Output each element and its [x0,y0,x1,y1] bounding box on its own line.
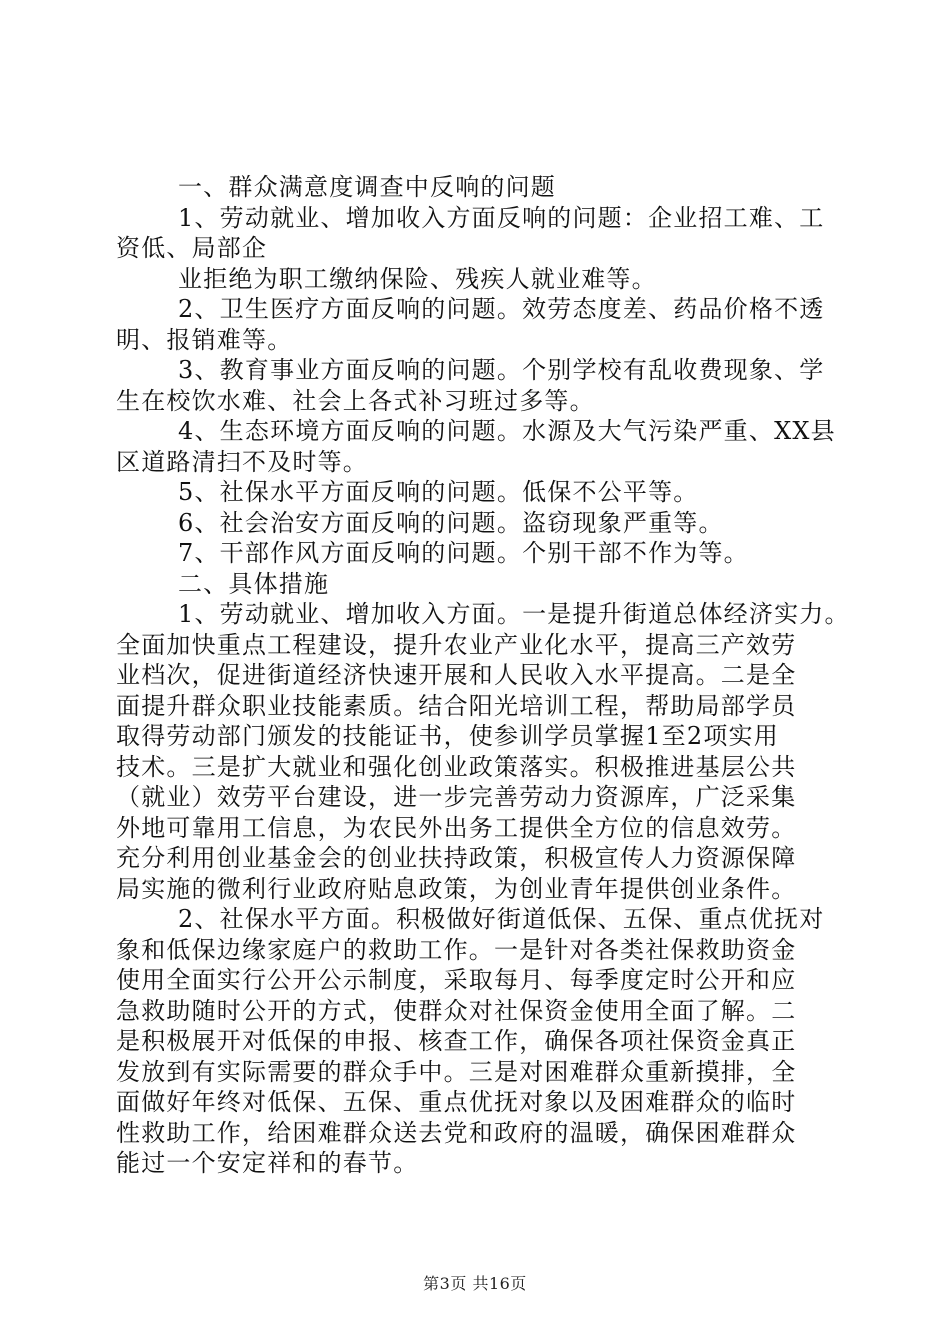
text-line: （就业）效劳平台建设，进一步完善劳动力资源库，广泛采集 [116,783,797,811]
page-footer: 第3页 共16页 [423,1274,527,1293]
text-line: 区道路清扫不及时等。 [116,447,368,476]
text-line: 生在校饮水难、社会上各式补习班过多等。 [116,386,595,415]
text-line: 是积极展开对低保的申报、核查工作，确保各项社保资金真正 [116,1027,797,1055]
text-line: 3、教育事业方面反响的问题。个别学校有乱收费现象、学 [178,356,825,384]
text-line: 5、社保水平方面反响的问题。低保不公平等。 [178,478,699,506]
text-line: 业档次，促进街道经济快速开展和人民收入水平提高。二是全 [116,661,797,689]
text-line: 使用全面实行公开公示制度，采取每月、每季度定时公开和应 [116,966,797,994]
text-line: 2、卫生医疗方面反响的问题。效劳态度差、药品价格不透 [178,295,825,323]
text-line: 业拒绝为职工缴纳保险、残疾人就业难等。 [178,264,657,293]
document-body [116,172,850,1179]
text-line: 发放到有实际需要的群众手中。三是对困难群众重新摸排，全 [116,1057,797,1086]
text-line: 一、群众满意度调查中反响的问题 [178,173,556,201]
text-line: 1、劳动就业、增加收入方面反响的问题：企业招工难、工 [178,203,825,232]
text-line: 6、社会治安方面反响的问题。盗窃现象严重等。 [178,508,724,537]
text-line: 2、社保水平方面。积极做好街道低保、五保、重点优抚对 [178,905,825,933]
text-line: 能过一个安定祥和的春节。 [116,1149,419,1177]
text-line: 局实施的微利行业政府贴息政策，为创业青年提供创业条件。 [116,874,797,903]
text-line: 象和低保边缘家庭户的救助工作。一是针对各类社保救助资金 [116,935,797,964]
text-line: 二、具体措施 [178,569,330,598]
text-line: 全面加快重点工程建设，提升农业产业化水平，提高三产效劳 [116,630,797,659]
text-line: 技术。三是扩大就业和强化创业政策落实。积极推进基层公共 [116,752,797,781]
text-line: 外地可靠用工信息，为农民外出务工提供全方位的信息效劳。 [116,813,797,842]
text-line: 面做好年终对低保、五保、重点优抚对象以及困难群众的临时 [116,1088,797,1116]
text-line: 明、报销难等。 [116,325,293,354]
text-line: 1、劳动就业、增加收入方面。一是提升街道总体经济实力。 [178,600,850,628]
text-line: 4、生态环境方面反响的问题。水源及大气污染严重、XX县 [178,417,836,445]
text-line: 取得劳动部门颁发的技能证书，使参训学员掌握1至2项实用 [116,722,779,750]
text-line: 7、干部作风方面反响的问题。个别干部不作为等。 [178,539,749,567]
text-line: 性救助工作，给困难群众送去党和政府的温暖，确保困难群众 [116,1118,797,1147]
text-line: 急救助随时公开的方式，使群众对社保资金使用全面了解。二 [116,996,797,1025]
text-line: 资低、局部企 [116,234,268,262]
text-line: 充分利用创业基金会的创业扶持政策，积极宣传人力资源保障 [116,844,797,872]
text-line: 面提升群众职业技能素质。结合阳光培训工程，帮助局部学员 [116,691,797,720]
